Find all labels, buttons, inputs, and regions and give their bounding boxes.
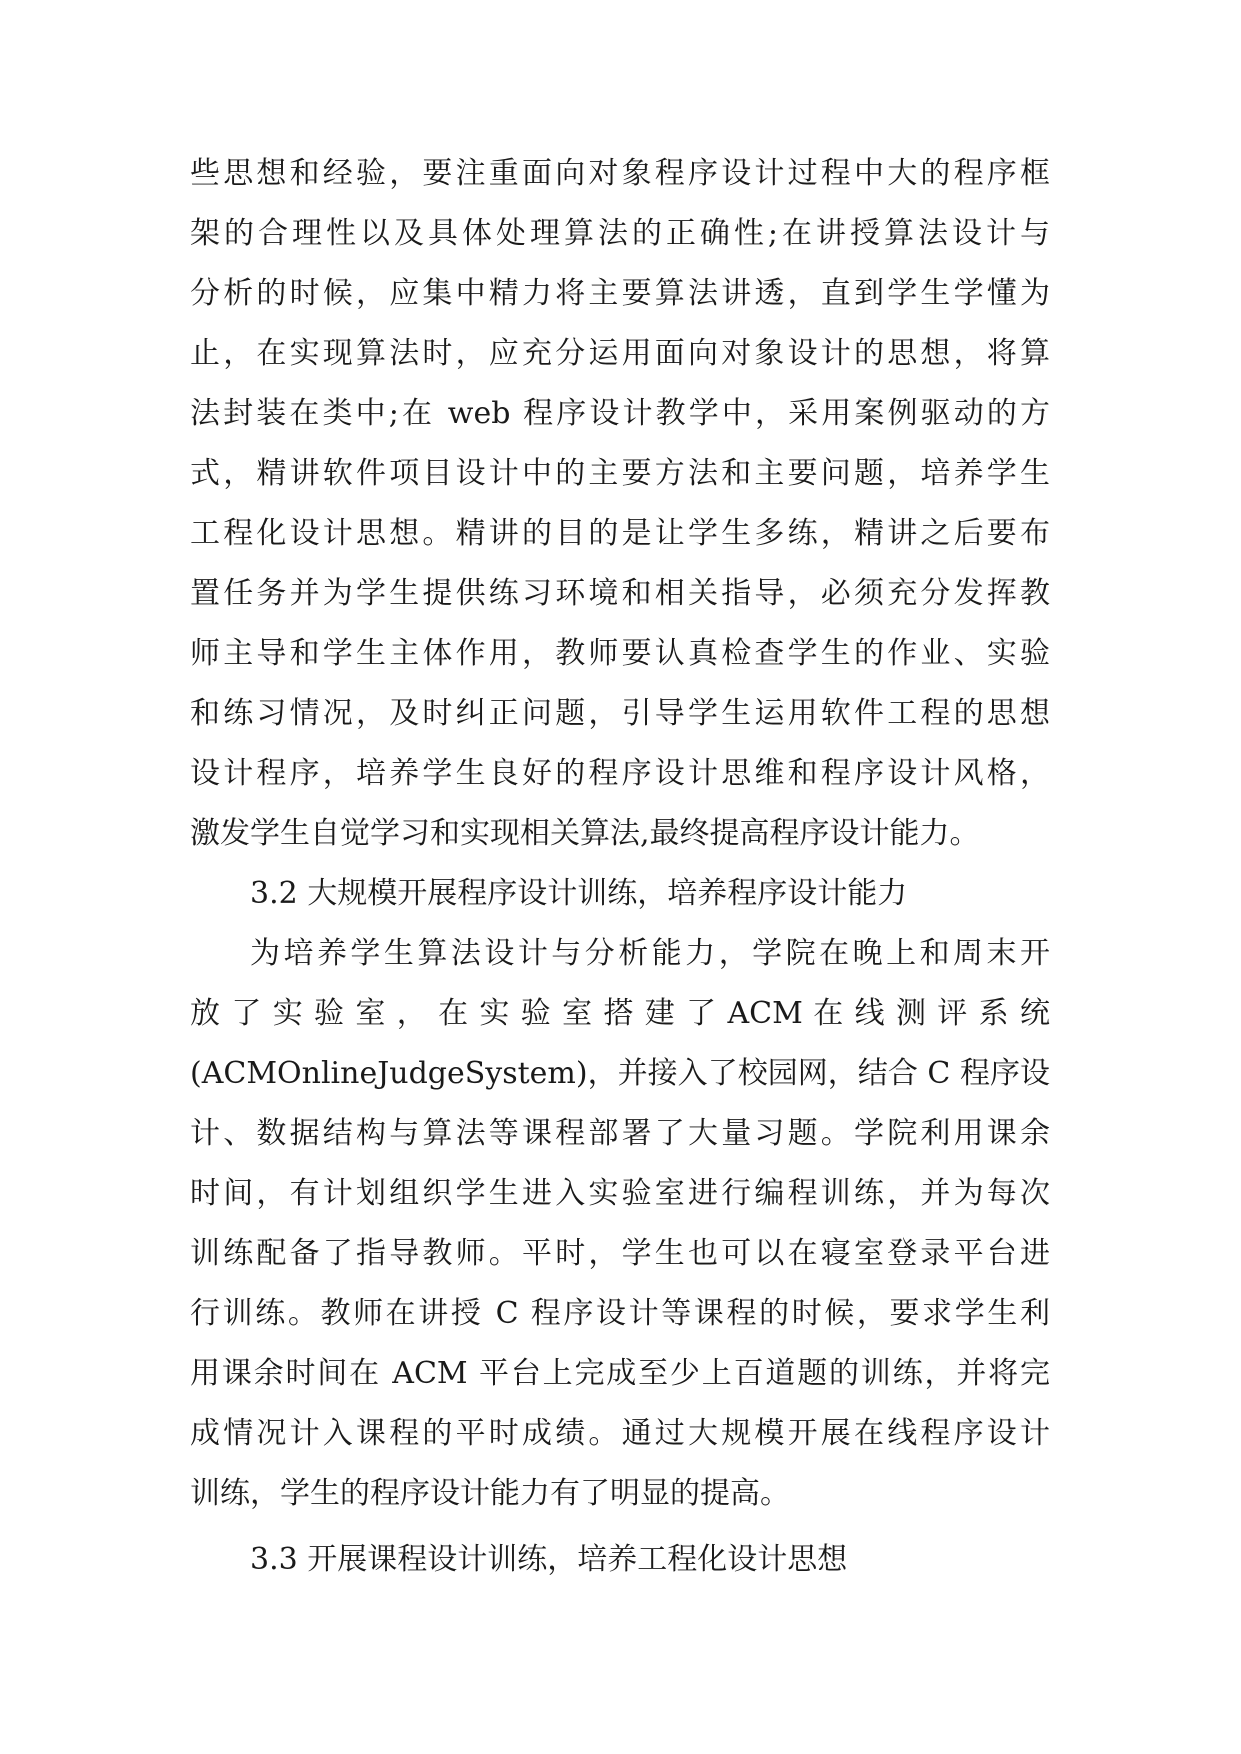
paragraph-line: 成情况计入课程的平时成绩。通过大规模开展在线程序设计 [190,1416,1050,1451]
paragraph-line: (ACMOnlineJudgeSystem)，并接入了校园网，结合 C 程序设 [190,1056,1050,1091]
paragraph-line: 分析的时候，应集中精力将主要算法讲透，直到学生学懂为 [190,276,1050,311]
paragraph-line: 时间，有计划组织学生进入实验室进行编程训练，并为每次 [190,1176,1050,1211]
paragraph-line: 训练配备了指导教师。平时，学生也可以在寝室登录平台进 [190,1236,1050,1271]
paragraph-line: 行训练。教师在讲授 C 程序设计等课程的时候，要求学生利 [190,1296,1050,1331]
paragraph-line: 架的合理性以及具体处理算法的正确性;在讲授算法设计与 [190,216,1050,251]
paragraph-line: 师主导和学生主体作用，教师要认真检查学生的作业、实验 [190,636,1050,671]
paragraph-line: 工程化设计思想。精讲的目的是让学生多练，精讲之后要布 [190,516,1050,551]
paragraph-line: 计、数据结构与算法等课程部署了大量习题。学院利用课余 [190,1116,1050,1151]
paragraph-line: 设计程序，培养学生良好的程序设计思维和程序设计风格， [190,756,1050,791]
paragraph-line: 用课余时间在 ACM 平台上完成至少上百道题的训练，并将完 [190,1356,1050,1391]
paragraph-line: 些思想和经验，要注重面向对象程序设计过程中大的程序框 [190,156,1050,191]
paragraph-line: 激发学生自觉学习和实现相关算法,最终提高程序设计能力。 [190,816,980,851]
section-heading: 3.2 大规模开展程序设计训练，培养程序设计能力 [250,876,908,911]
section-heading: 3.3 开展课程设计训练，培养工程化设计思想 [250,1542,848,1577]
paragraph-line: 放 了 实 验 室 ， 在 实 验 室 搭 建 了 ACM 在 线 测 评 系 统 [190,996,1050,1031]
paragraph-line: 置任务并为学生提供练习环境和相关指导，必须充分发挥教 [190,576,1050,611]
paragraph-line: 止，在实现算法时，应充分运用面向对象设计的思想，将算 [190,336,1050,371]
paragraph-line: 法封装在类中;在 web 程序设计教学中，采用案例驱动的方 [190,396,1050,431]
paragraph-line: 和练习情况，及时纠正问题，引导学生运用软件工程的思想 [190,696,1050,731]
paragraph-line: 为培养学生算法设计与分析能力，学院在晚上和周末开 [250,936,1050,971]
paragraph-line: 训练，学生的程序设计能力有了明显的提高。 [190,1476,790,1511]
paragraph-line: 式，精讲软件项目设计中的主要方法和主要问题，培养学生 [190,456,1050,491]
